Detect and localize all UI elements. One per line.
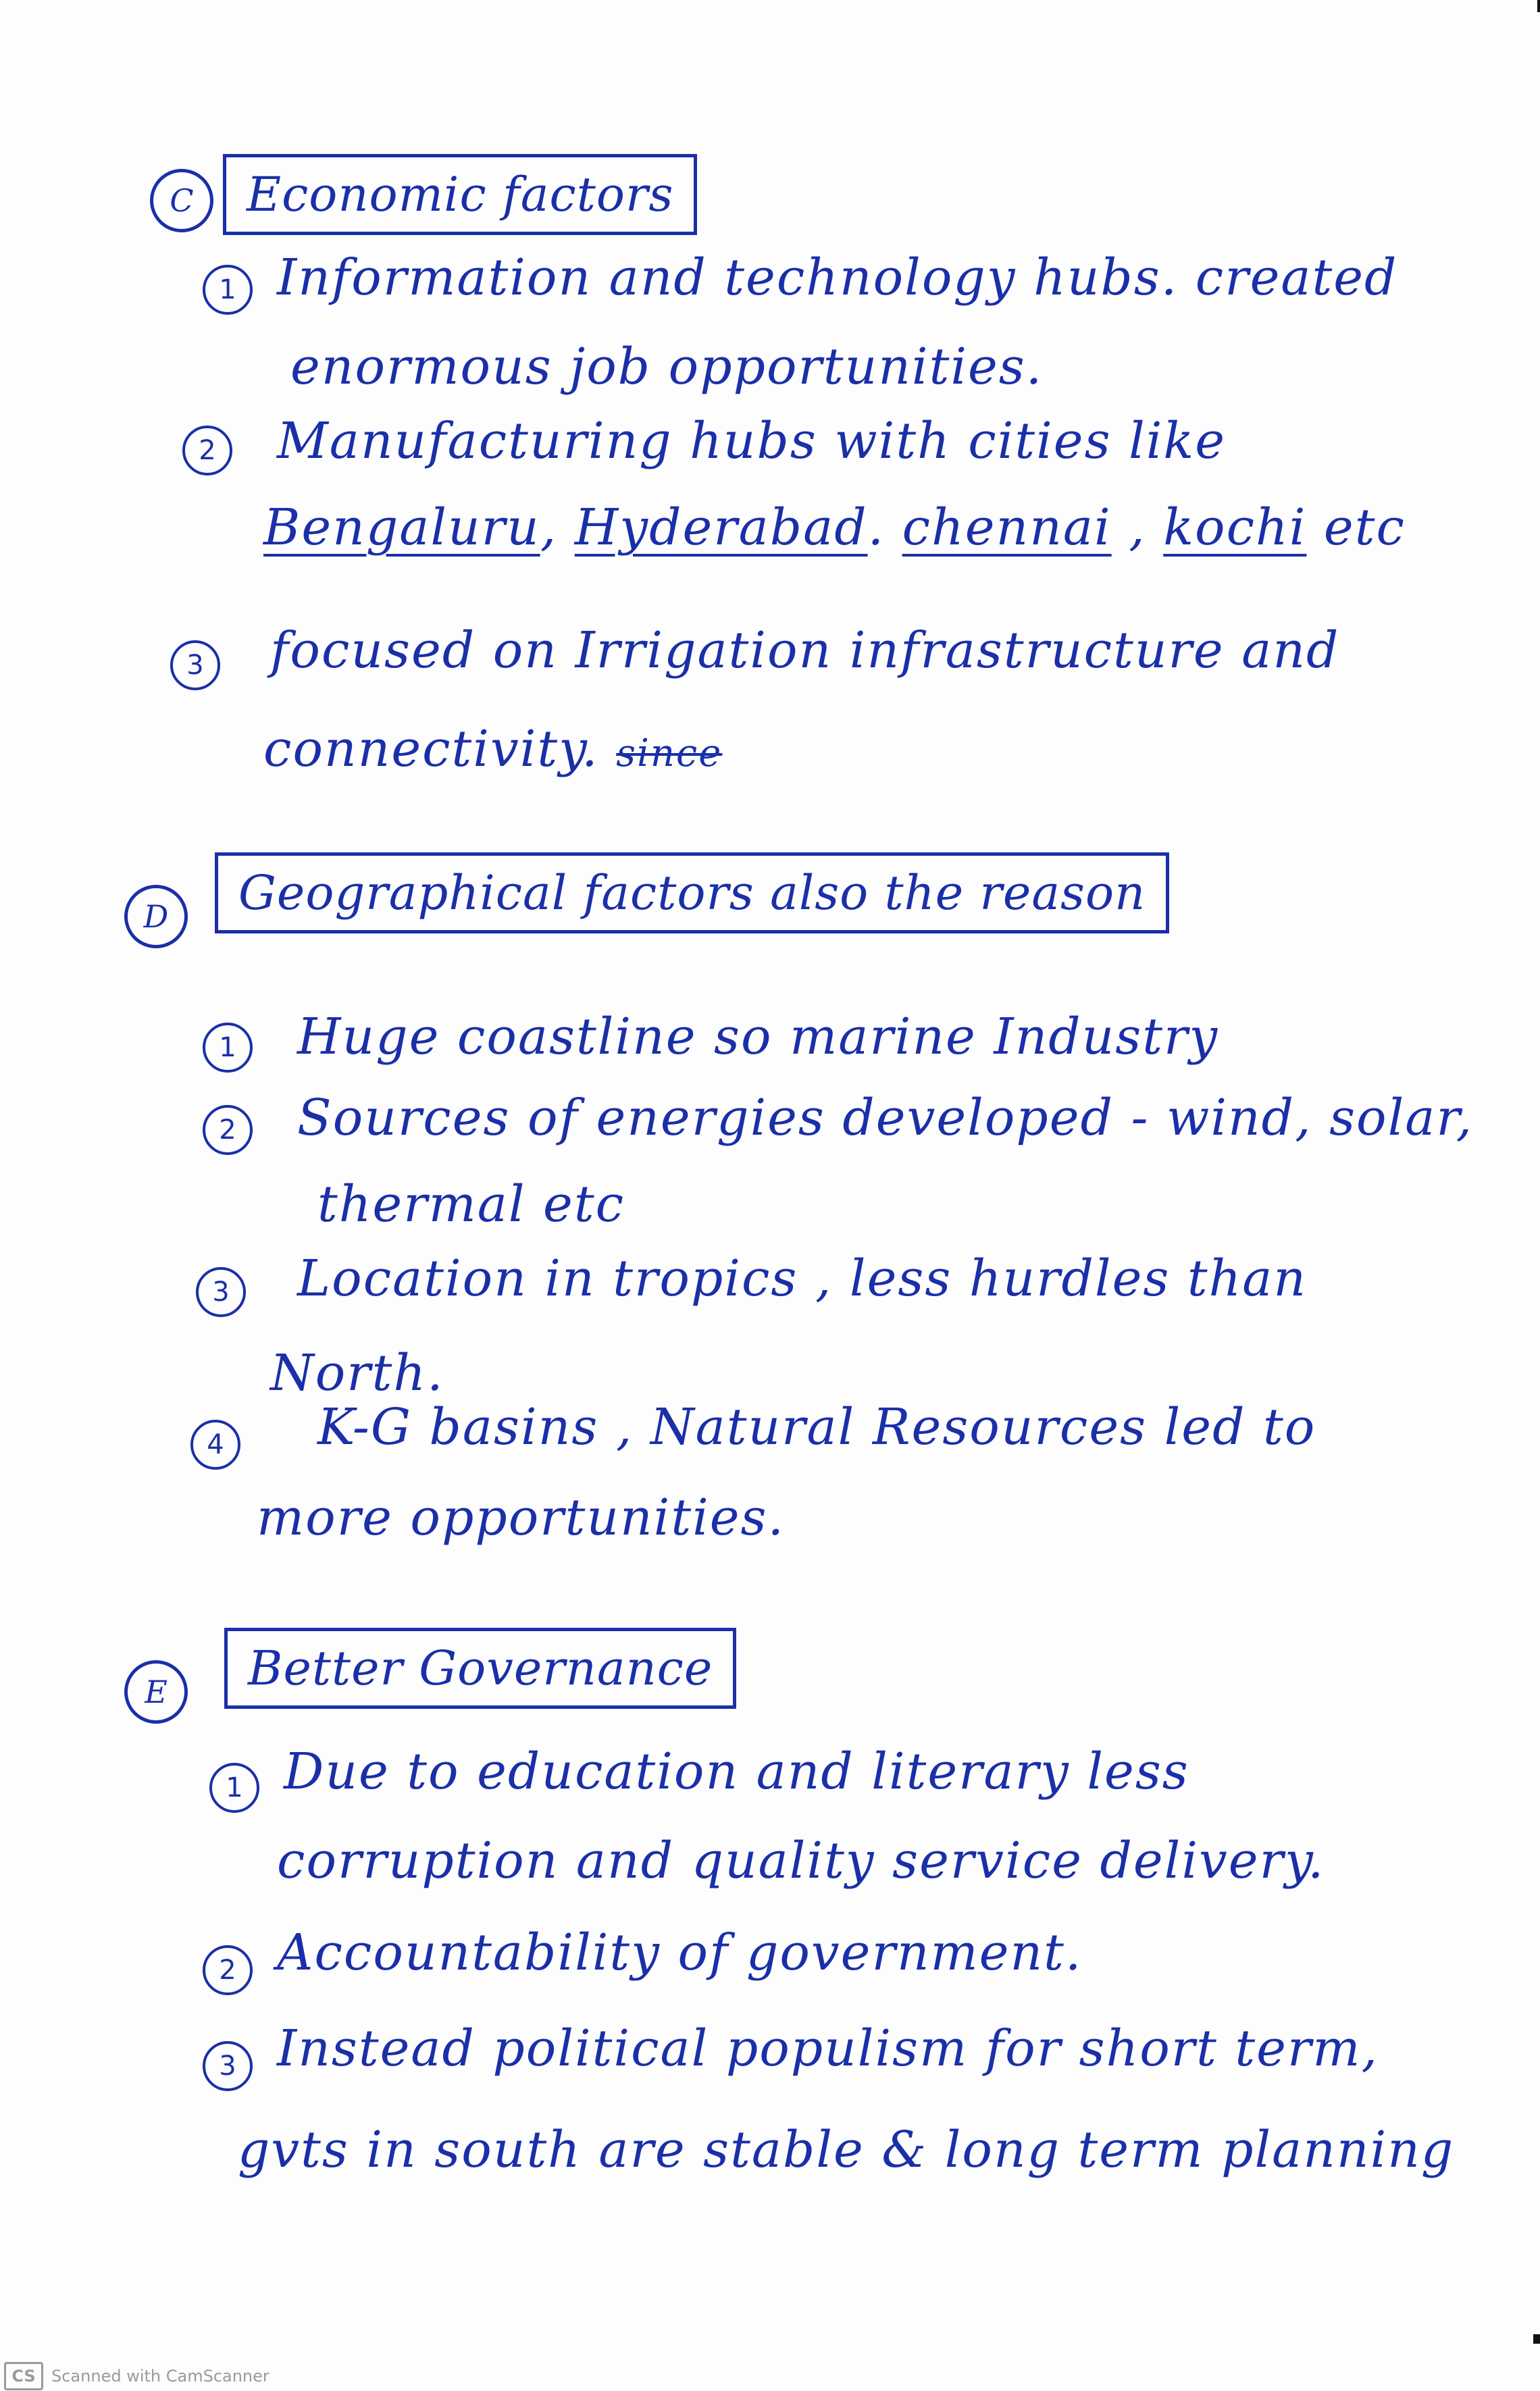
point-number: 2 — [203, 1945, 253, 1995]
camscanner-logo: CS — [4, 2362, 43, 2390]
point-text-line: Information and technology hubs. created — [277, 249, 1398, 307]
point-text-line: Due to education and literary less — [284, 1743, 1189, 1801]
point-text-line-with-strike — [263, 720, 722, 778]
point-number: 1 — [203, 265, 253, 315]
point-text-line: enormous job opportunities. — [290, 338, 1044, 396]
point-text-line: K-G basins , Natural Resources led to — [317, 1398, 1316, 1456]
point-number: 4 — [190, 1420, 240, 1470]
point-text-line: more opportunities. — [257, 1489, 786, 1547]
section-heading-economic-factors: Economic factors — [223, 154, 697, 235]
city-kochi: kochi — [1163, 498, 1307, 557]
point-number: 1 — [203, 1023, 253, 1073]
scan-edge-mark — [1537, 0, 1540, 12]
point-number: 3 — [196, 1267, 246, 1317]
cities-line — [263, 498, 1406, 557]
point-number: 1 — [209, 1763, 259, 1813]
city-chennai: chennai — [902, 498, 1112, 557]
point-text: connectivity. — [263, 720, 599, 778]
point-text-line: Accountability of government. — [277, 1924, 1083, 1982]
scanner-watermark — [4, 2363, 270, 2390]
point-text-line: Huge coastline so marine Industry — [297, 1008, 1219, 1066]
point-text-line: Manufacturing hubs with cities like — [277, 412, 1227, 470]
separator: . — [867, 498, 902, 557]
point-number: 2 — [182, 426, 232, 475]
city-bengaluru: Bengaluru — [263, 498, 540, 557]
point-text-line: Sources of energies developed - wind, solar, — [297, 1089, 1474, 1147]
section-heading-better-governance: Better Governance — [224, 1628, 736, 1709]
point-number: 3 — [203, 2041, 253, 2091]
point-text-line: Instead political populism for short term, — [277, 2020, 1379, 2078]
point-text-line: Location in tropics , less hurdles than — [297, 1250, 1308, 1308]
point-text-line: focused on Irrigation infrastructure and — [270, 621, 1340, 679]
section-marker-c: C — [150, 169, 213, 232]
point-text-line: corruption and quality service delivery. — [277, 1832, 1325, 1890]
point-number: 2 — [203, 1105, 253, 1155]
watermark-text: Scanned with CamScanner — [51, 2367, 270, 2386]
separator: , — [1111, 498, 1164, 557]
point-text-line: North. — [270, 1344, 444, 1402]
point-text-line: thermal etc — [317, 1175, 625, 1233]
section-marker-e: E — [124, 1660, 188, 1724]
section-marker-d: D — [124, 885, 188, 948]
separator: , — [540, 498, 575, 557]
point-text-line: gvts in south are stable & long term planning — [238, 2121, 1455, 2179]
city-hyderabad: Hyderabad — [574, 498, 868, 557]
struck-out-word: since — [616, 731, 723, 775]
etc-text: etc — [1306, 498, 1406, 557]
scan-edge-mark-bottom — [1533, 2334, 1540, 2344]
section-heading-geographical-factors: Geographical factors also the reason — [215, 852, 1169, 933]
point-number: 3 — [170, 640, 220, 690]
